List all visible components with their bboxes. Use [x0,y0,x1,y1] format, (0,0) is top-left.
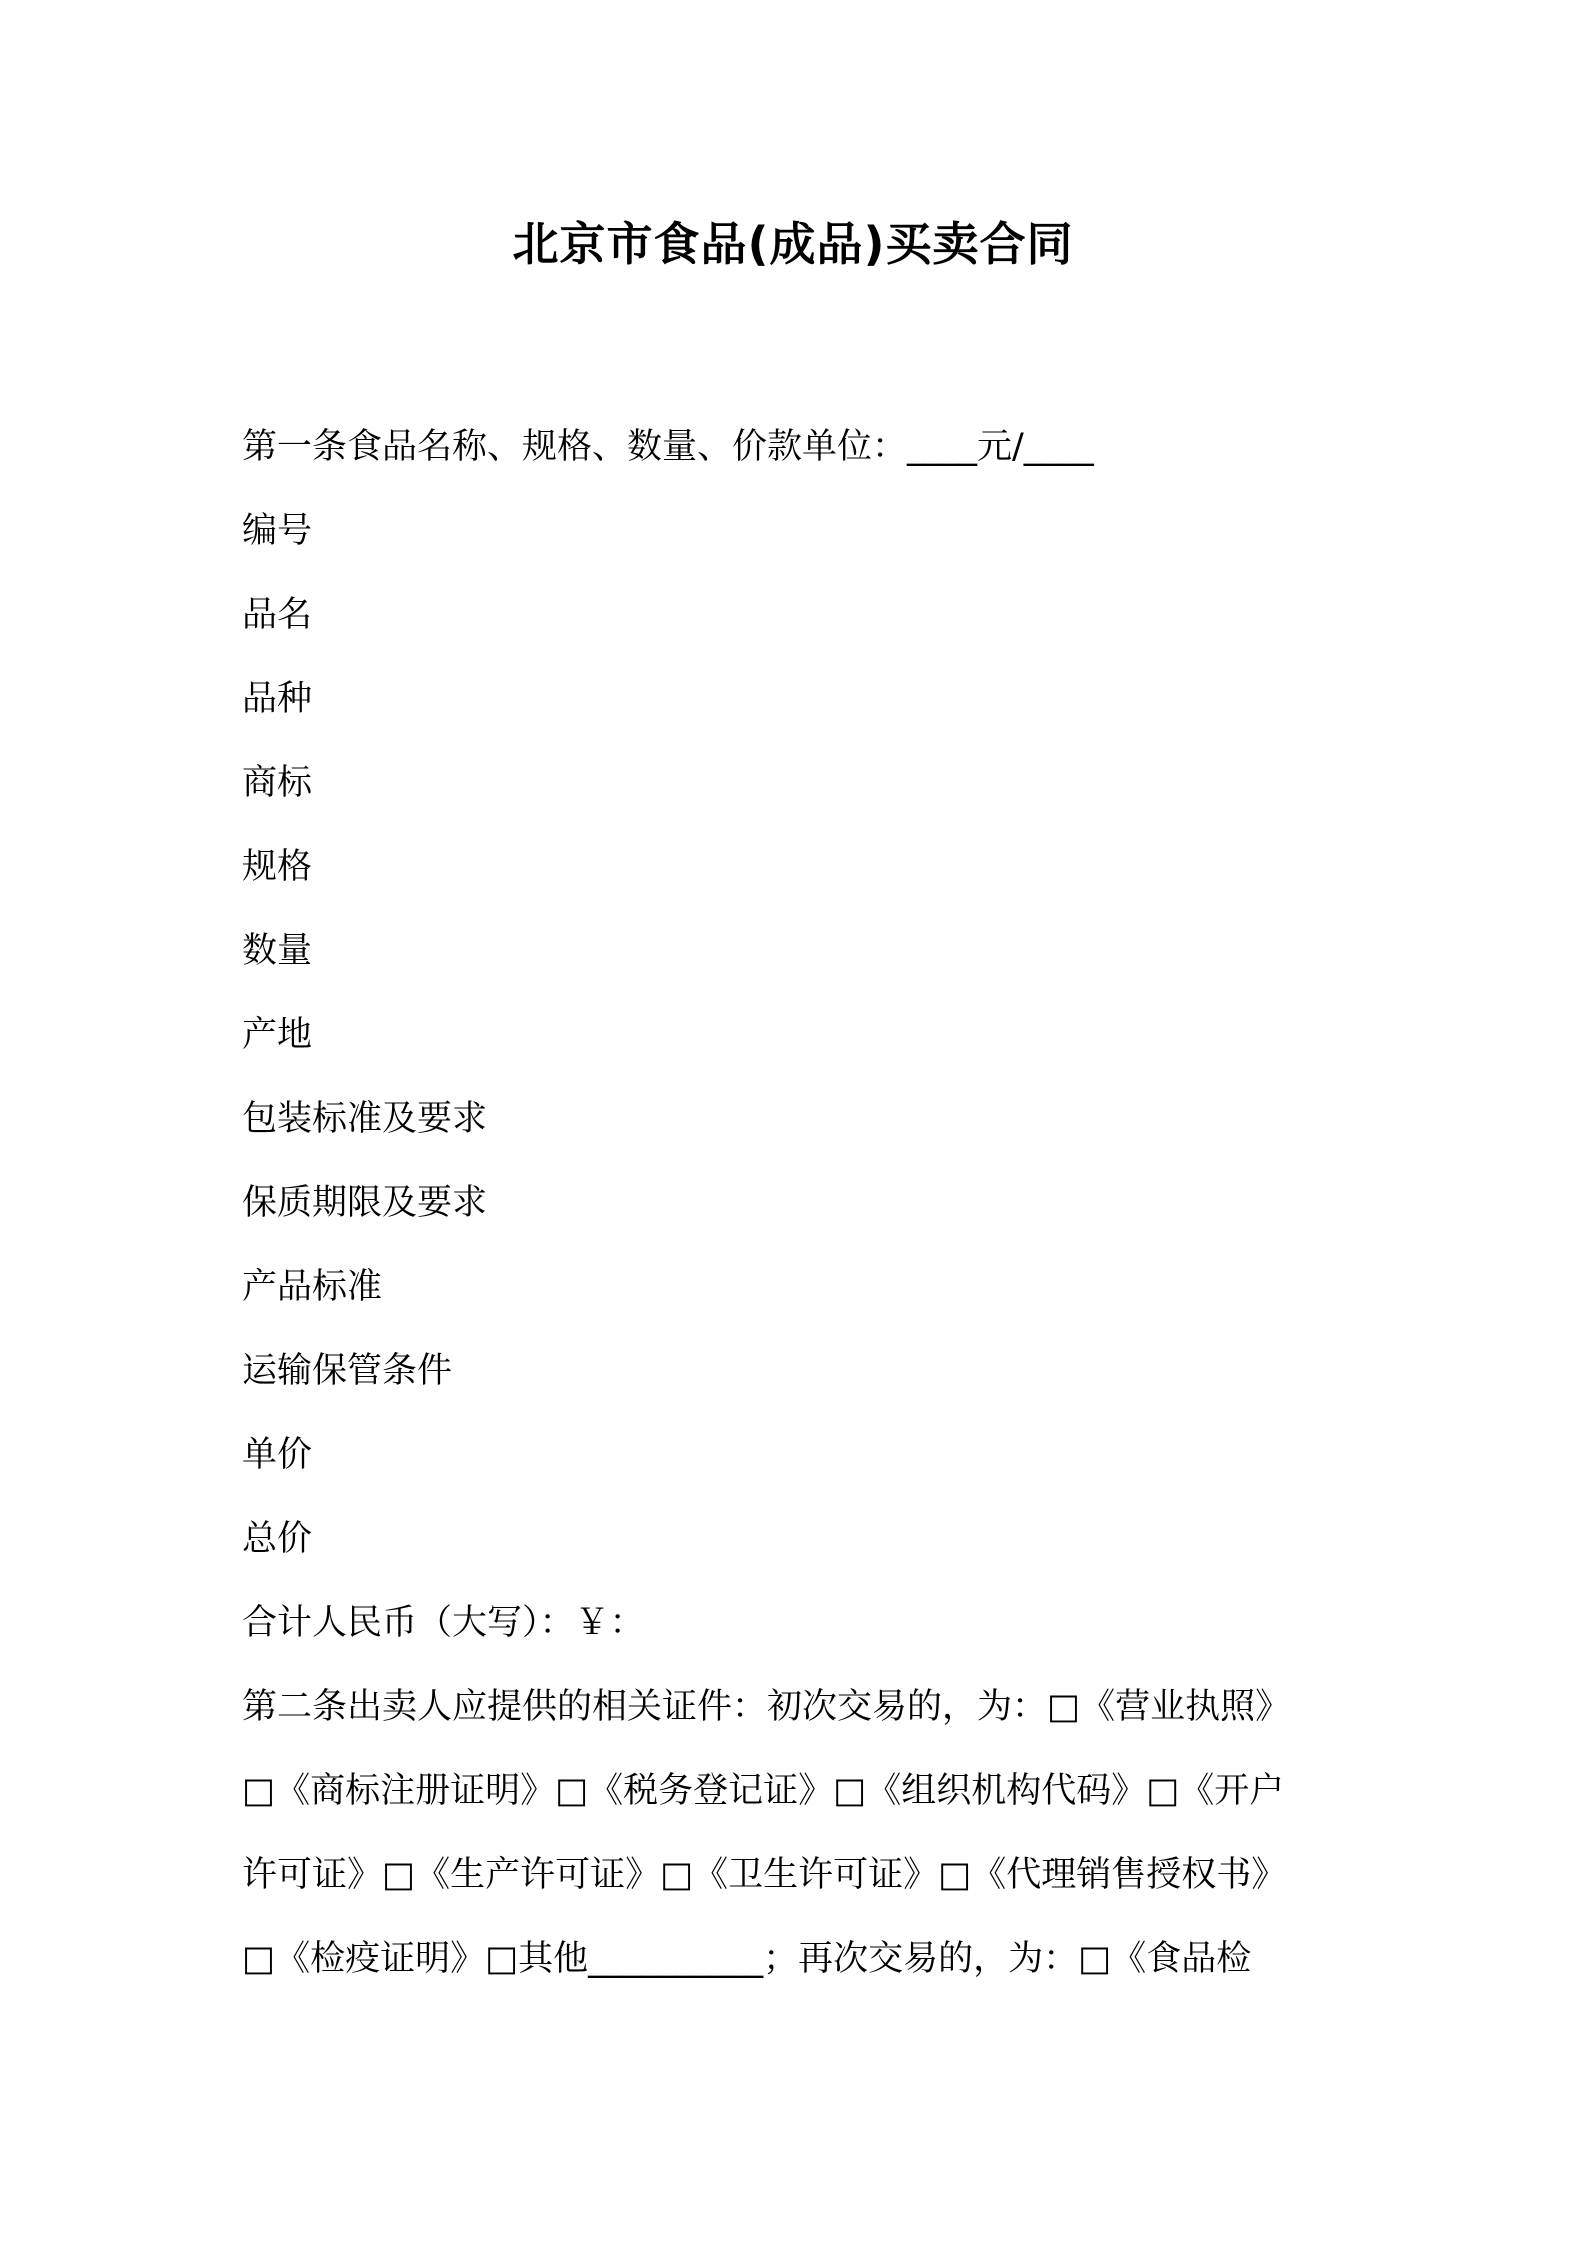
field-label: 产地 [242,1015,313,1055]
article-2-line: 第二条出卖人应提供的相关证件：初次交易的，为：□《营业执照》 [242,1687,1291,1727]
document-title: 北京市食品(成品)买卖合同 [512,217,1074,271]
article-2-line: 许可证》□《生产许可证》□《卫生许可证》□《代理销售授权书》 [242,1855,1287,1895]
field-label: 运输保管条件 [242,1351,453,1391]
field-label: 保质期限及要求 [242,1183,488,1223]
field-label: 数量 [242,931,313,971]
field-label: 编号 [242,511,313,551]
article-2-line: □《商标注册证明》□《税务登记证》□《组织机构代码》□《开户 [242,1771,1285,1811]
total-rmb-label: 合计人民币（大写）：￥： [242,1603,645,1643]
field-label: 品名 [242,595,313,635]
field-label: 商标 [242,763,313,803]
field-label: 总价 [242,1519,313,1559]
field-label: 单价 [242,1435,313,1475]
field-label: 品种 [242,679,313,719]
document-body [242,405,1352,2001]
field-label: 规格 [242,847,313,887]
article-2-line: □《检疫证明》□其他__________；再次交易的，为：□《食品检 [242,1939,1252,1979]
field-label: 包装标准及要求 [242,1099,488,1139]
article-1-heading: 第一条食品名称、规格、数量、价款单位：____元/____ [242,427,1094,467]
field-label: 产品标准 [242,1267,383,1307]
